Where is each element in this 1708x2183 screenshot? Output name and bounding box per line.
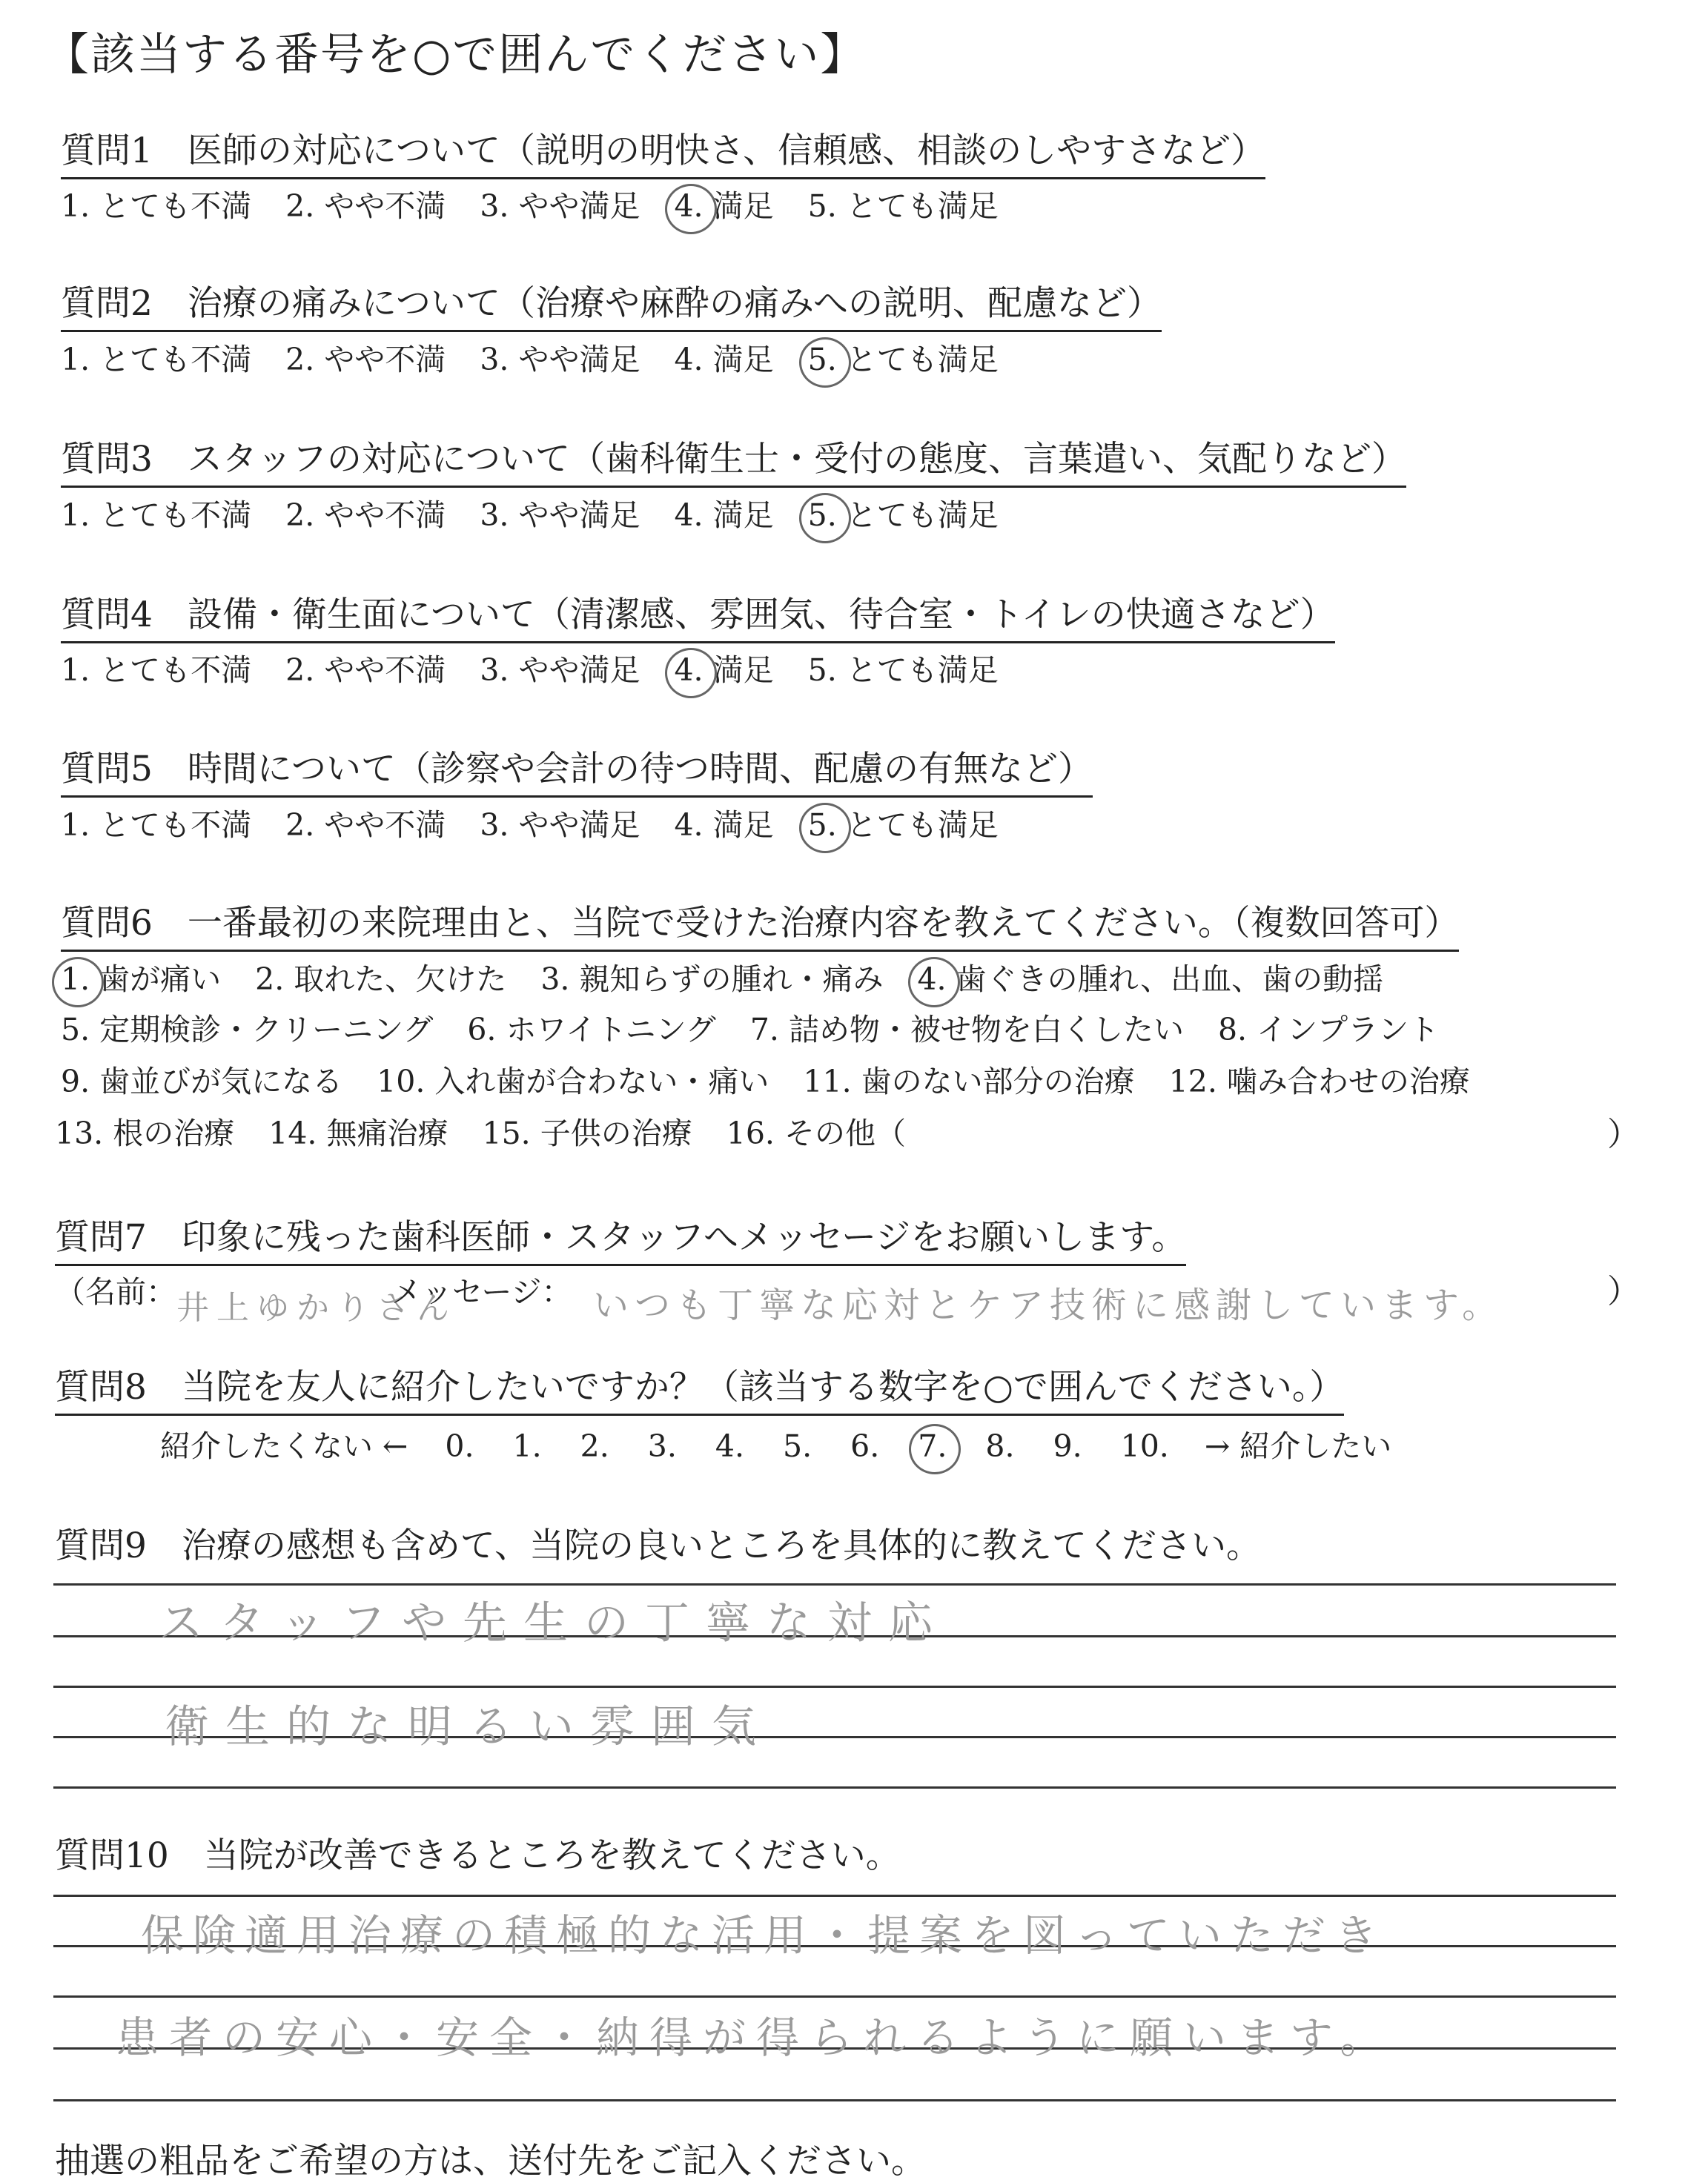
q8-left-label: 紹介したくない ←: [160, 1428, 408, 1464]
q8-scale-4[interactable]: 4.: [715, 1428, 745, 1464]
q4-option-2[interactable]: 2. やや不満: [285, 652, 446, 688]
question-3-label: 質問3 スタッフの対応について（歯科衛生士・受付の態度、言葉遣い、気配りなど）: [61, 431, 1406, 488]
question-1-label: 質問1 医師の対応について（説明の明快さ、信頼感、相談のしやすさなど）: [61, 123, 1265, 179]
question-1-options: [61, 182, 1033, 225]
q6-option-11[interactable]: 11. 歯のない部分の治療: [803, 1064, 1135, 1099]
q8-scale-1[interactable]: 1.: [512, 1428, 542, 1464]
q4-option-1[interactable]: 1. とても不満: [61, 652, 252, 688]
q5-option-5-selected[interactable]: 5. とても満足: [807, 807, 999, 843]
q7-name-label: （名前：: [55, 1274, 176, 1310]
q3-option-2[interactable]: 2. やや不満: [285, 497, 446, 533]
question-5-options: [61, 801, 1033, 844]
q6-option-15[interactable]: 15. 子供の治療: [482, 1116, 692, 1151]
q8-right-label: → 紹介したい: [1204, 1428, 1392, 1464]
q8-scale-0[interactable]: 0.: [445, 1428, 474, 1464]
q7-message-handwritten[interactable]: いつも丁寧な応対とケア技術に感謝しています。: [593, 1285, 1504, 1326]
question-3-options: [61, 491, 1033, 534]
q4-option-4-selected[interactable]: 4. 満足: [674, 652, 774, 688]
question-8-label: 質問8 当院を友人に紹介したいですか？（該当する数字を○で囲んでください。）: [55, 1359, 1344, 1416]
q6-option-10[interactable]: 10. 入れ歯が合わない・痛い: [377, 1064, 769, 1099]
q8-scale-7-selected[interactable]: 7.: [918, 1428, 947, 1464]
q6-option-13[interactable]: 13. 根の治療: [55, 1116, 235, 1151]
q6-option-16[interactable]: 16. その他（: [726, 1116, 906, 1151]
q4-option-5[interactable]: 5. とても満足: [807, 652, 999, 688]
q3-option-1[interactable]: 1. とても不満: [61, 497, 252, 533]
q6-option-1-selected[interactable]: 1. 歯が痛い: [61, 961, 222, 997]
q8-scale-5[interactable]: 5.: [783, 1428, 812, 1464]
q10-answer-handwritten-2[interactable]: 患者の安心・安全・納得が得られるように願います。: [116, 2013, 1394, 2063]
q5-option-1[interactable]: 1. とても不満: [61, 807, 252, 843]
q1-option-4-selected[interactable]: 4. 満足: [674, 188, 774, 224]
q5-option-3[interactable]: 3. やや満足: [480, 807, 640, 843]
q5-option-4[interactable]: 4. 満足: [674, 807, 774, 843]
q10-answer-handwritten-1[interactable]: 保険適用治療の積極的な活用・提案を図っていただき: [141, 1910, 1387, 1961]
question-4-options: [61, 646, 1033, 689]
q9-answer-line-3: [53, 1686, 1616, 1688]
q2-option-4[interactable]: 4. 満足: [674, 342, 774, 377]
q9-answer-line-5: [53, 1786, 1616, 1789]
page-title: 【該当する番号を○で囲んでください】: [44, 29, 867, 81]
q8-scale-6[interactable]: 6.: [850, 1428, 880, 1464]
q6-option-7[interactable]: 7. 詰め物・被せ物を白くしたい: [749, 1012, 1184, 1047]
q6-option-2[interactable]: 2. 取れた、欠けた: [255, 961, 507, 997]
question-4-label: 質問4 設備・衛生面について（清潔感、雰囲気、待合室・トイレの快適さなど）: [61, 587, 1335, 643]
q8-scale-row: [160, 1422, 1391, 1465]
question-10-label: 質問10 当院が改善できるところを教えてください。: [55, 1835, 901, 1876]
question-6-label: 質問6 一番最初の来院理由と、当院で受けた治療内容を教えてください。（複数回答可）: [61, 895, 1459, 952]
q2-option-5-selected[interactable]: 5. とても満足: [807, 342, 999, 377]
q5-option-2[interactable]: 2. やや不満: [285, 807, 446, 843]
question-9-label: 質問9 治療の感想も含めて、当院の良いところを具体的に教えてください。: [55, 1526, 1261, 1566]
q6-option-12[interactable]: 12. 噛み合わせの治療: [1168, 1064, 1470, 1099]
footer-prize-note: 抽選の粗品をご希望の方は、送付先をご記入ください。: [55, 2141, 926, 2182]
q9-answer-handwritten-2[interactable]: 衛生的な明るい雰囲気: [165, 1701, 772, 1753]
q6-option-6[interactable]: 6. ホワイトニング: [467, 1012, 716, 1047]
question-6-row-2: [61, 1005, 1473, 1049]
q8-scale-8[interactable]: 8.: [985, 1428, 1015, 1464]
q8-scale-2[interactable]: 2.: [580, 1428, 609, 1464]
question-6-row-3: [61, 1057, 1504, 1101]
question-6-row-1: [61, 955, 1417, 998]
q6-option-5[interactable]: 5. 定期検診・クリーニング: [61, 1012, 434, 1047]
question-2-options: [61, 335, 1033, 379]
q8-scale-10[interactable]: 10.: [1120, 1428, 1169, 1464]
q2-option-1[interactable]: 1. とても不満: [61, 342, 252, 377]
q10-answer-line-3: [53, 1995, 1616, 1998]
question-7-label: 質問7 印象に残った歯科医師・スタッフへメッセージをお願いします。: [55, 1210, 1186, 1266]
q6-option-14[interactable]: 14. 無痛治療: [268, 1116, 448, 1151]
q1-option-1[interactable]: 1. とても不満: [61, 188, 252, 224]
q3-option-3[interactable]: 3. やや満足: [480, 497, 640, 533]
q10-answer-line-1: [53, 1895, 1616, 1897]
q7-name-handwritten[interactable]: 井上ゆかりさん: [176, 1289, 457, 1327]
question-6-row-4: [55, 1109, 940, 1153]
q1-option-5[interactable]: 5. とても満足: [807, 188, 999, 224]
question-5-label: 質問5 時間について（診察や会計の待つ時間、配慮の有無など）: [61, 741, 1093, 798]
q7-message-label: メッセージ：: [391, 1274, 572, 1310]
q6-option-8[interactable]: 8. インプラント: [1217, 1012, 1440, 1047]
q7-close-paren: ）: [1607, 1273, 1640, 1311]
q6-option-9[interactable]: 9. 歯並びが気になる: [61, 1064, 343, 1099]
q8-scale-9[interactable]: 9.: [1053, 1428, 1082, 1464]
q9-answer-line-1: [53, 1583, 1616, 1586]
q2-option-2[interactable]: 2. やや不満: [285, 342, 446, 377]
q4-option-3[interactable]: 3. やや満足: [480, 652, 640, 688]
q8-scale-3[interactable]: 3.: [647, 1428, 677, 1464]
q1-option-2[interactable]: 2. やや不満: [285, 188, 446, 224]
q9-answer-handwritten-1[interactable]: スタッフや先生の丁寧な対応: [159, 1597, 949, 1649]
q6-option-3[interactable]: 3. 親知らずの腫れ・痛み: [540, 961, 884, 997]
q2-option-3[interactable]: 3. やや満足: [480, 342, 640, 377]
q3-option-4[interactable]: 4. 満足: [674, 497, 774, 533]
question-2-label: 質問2 治療の痛みについて（治療や麻酔の痛みへの説明、配慮など）: [61, 276, 1162, 332]
q6-other-close-paren: ）: [1607, 1116, 1640, 1153]
q1-option-3[interactable]: 3. やや満足: [480, 188, 640, 224]
q10-answer-line-5: [53, 2099, 1616, 2101]
q3-option-5-selected[interactable]: 5. とても満足: [807, 497, 999, 533]
q6-option-4-selected[interactable]: 4. 歯ぐきの腫れ、出血、歯の動揺: [917, 961, 1384, 997]
